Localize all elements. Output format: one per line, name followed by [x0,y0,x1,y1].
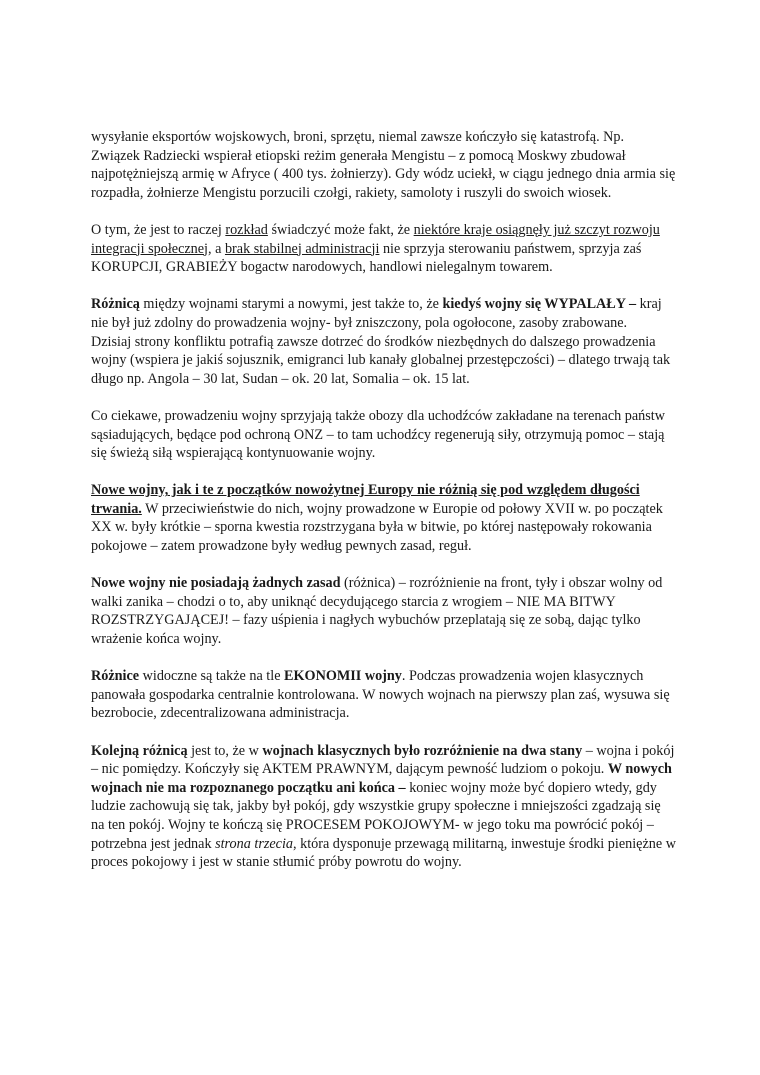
text-run: , która dysponuje przewagą militarną, inwestuje środki pieniężne w proces pokojowy i jest w stanie stłumić próby powrotu do wojny. [91,835,676,871]
text-run: niektóre kraje osiągnęły już szczyt rozwoju integracji społecznej [91,221,660,257]
text-run: rozkład [225,221,268,238]
paragraph [91,407,676,463]
paragraph [91,221,676,277]
paragraph [91,667,676,723]
text-run: świadczyć może fakt, że [267,221,414,238]
paragraph [91,742,676,872]
text-run: wysyłanie eksportów wojskowych, broni, sprzętu, niemal zawsze kończyło się katastrofą. Np. Związek Radziecki wspierał etiopski reżim generała Mengistu – z pomocą Moskwy zbudował najpotężniejszą armię w Afryce ( 400 tys. żołnierzy). Gdy wódz uciekł, w ciągu jednego dnia armia się rozpadła, żołnierze Mengistu porzucili czołgi, rakiety, samoloty i ruszyli do swoich wiosek. [91,129,676,201]
text-run: Kolejną różnicą [91,742,188,759]
text-run: kraj nie był już zdolny do prowadzenia wojny- był zniszczony, pola ogołocone, zasoby zrabowane. [91,296,662,331]
text-run: strona trzecia [215,835,293,852]
text-run: Różnice [91,668,140,685]
paragraph [91,128,676,202]
text-run: Co ciekawe, prowadzeniu wojny sprzyjają także obozy dla uchodźców zakładane na terenach państw sąsiadujących, będące pod ochroną ONZ – to tam uchodźcy regenerują siły, otrzymują pomoc – stają się świeżą siłą wspierającą kontynuowanie wojny. [91,407,665,462]
text-run: EKONOMII wojny [284,668,402,685]
text-run: . Podczas prowadzenia wojen klasycznych panowała gospodarka centralnie kontrolowana. W nowych wojnach na pierwszy plan zaś, wysuwa się bezrobocie, zdecentralizowana administracja. [91,668,670,722]
text-run: Różnicą [91,296,140,313]
document-body [91,128,676,890]
text-run: (różnica) – rozróżnienie na front, tyły i obszar wolny od walki zanika – chodzi o to, aby uniknąć decydującego starcia z wrogiem – NIE MA BITWY ROZSTRZYGAJĄCEJ! – fazy uśpienia i nagłych wybuchów przeplatają się ze sobą, dając tylko wrażenie końca wojny. [91,575,663,648]
text-run: W nowych wojnach nie ma rozpoznanego początku ani końca – [91,761,672,796]
text-run: wojnach klasycznych było rozróżnienie na dwa stany [262,742,583,759]
text-run: brak stabilnej administracji [224,240,380,257]
text-run: jest to, że w [187,742,263,759]
text-run: między wojnami starymi a nowymi, jest także to, że [139,296,443,313]
text-run: W przeciwieństwie do nich, wojny prowadzone w Europie od połowy XVII w. po początek XX w. były krótkie – sporna kwestia rozstrzygana była w bitwie, po której następowały rokowania pokojowe – zatem prowadzone były według pewnych zasad, reguł. [91,500,663,555]
paragraph [91,295,676,388]
text-run: Nowe wojny, jak i te z początków nowożytnej Europy nie różnią się pod względem długości trwania. [91,482,640,517]
text-run: nie sprzyja sterowaniu państwem, sprzyja zaś KORUPCJI, GRABIEŻY bogactw narodowych, handlowi nielegalnym towarem. [91,240,642,276]
text-run: koniec wojny może być dopiero wtedy, gdy ludzie zachowują się tak, jakby był pokój, gdy wszystkie grupy społeczne i mniejszości zgadzają się na ten pokój. Wojny te kończą się PROCESEM POKOJOWYM- w jego toku ma powrócić pokój – potrzebna jest jednak [91,779,661,852]
paragraph [91,481,676,555]
text-run: O tym, że jest to raczej [91,221,226,238]
text-run: widoczne są także na tle [139,668,285,685]
paragraph [91,574,676,648]
text-run: kiedyś wojny się WYPALAŁY – [442,296,640,313]
text-run: , a [208,240,225,257]
text-run: – wojna i pokój – nic pomiędzy. Kończyły się AKTEM PRAWNYM, dającym pewność ludziom o pokoju. [91,742,675,778]
text-run: Dzisiaj strony konfliktu potrafią zawsze dotrzeć do środków niezbędnych do dalszego prowadzenia wojny (wspiera je jakiś sojusznik, emigranci lub kanały globalnej przestępczości) – dlatego trwają tak długo np. Angola – 30 lat, Sudan – ok. 20 lat, Somalia – ok. 15 lat. [91,333,671,387]
text-run: Nowe wojny nie posiadają żadnych zasad [91,575,341,592]
